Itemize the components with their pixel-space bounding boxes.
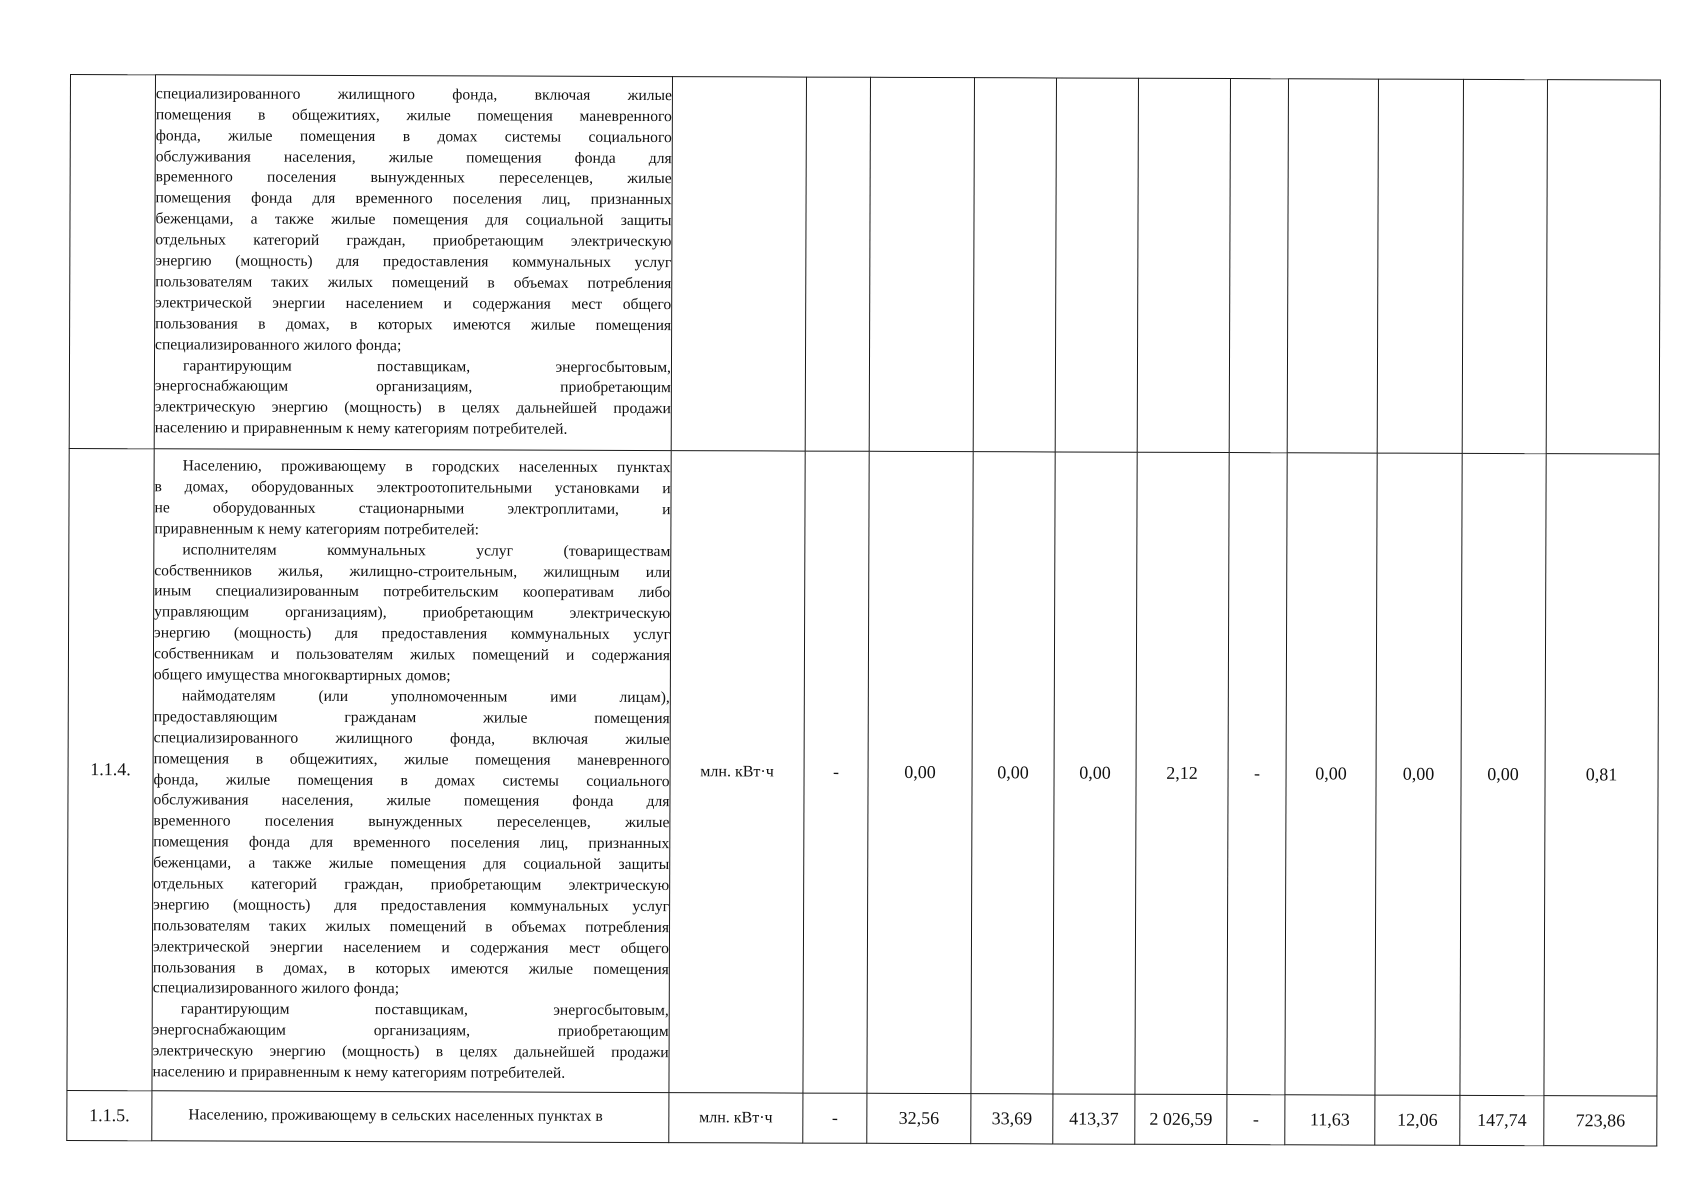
- value-cell: [1055, 78, 1138, 452]
- description-line: помещения фонда для временного поселения лиц, признанных: [155, 189, 672, 209]
- description-line: гарантирующим поставщикам, энергосбытовым,: [182, 356, 672, 376]
- value-cell: 0,00: [1053, 452, 1137, 1094]
- value-cell: 33,69: [971, 1094, 1053, 1144]
- value-cell: -: [1227, 1095, 1285, 1145]
- value-cell: 723,86: [1544, 1096, 1657, 1146]
- value-cell: [1462, 79, 1547, 453]
- description-line: помещения в общежитиях, жилые помещения маневренного: [155, 106, 672, 125]
- description-line: собственников жилья, жилищно-строительным, жилищным или: [154, 561, 671, 581]
- description-line: электрическую энергию (мощность) в целях дальнейшей продажи: [152, 1042, 669, 1062]
- description-line: обслуживания населения, жилые помещения фонда для: [155, 147, 672, 167]
- description-line: электрической энергии населением и содержания мест общего: [152, 937, 669, 957]
- table-body: [67, 75, 1661, 1147]
- description-line: временного поселения вынужденных переселенцев, жилые: [153, 812, 670, 832]
- value-cell: 0,00: [971, 452, 1055, 1094]
- description-line: беженцами, а также жилые помещения для социальной защиты: [153, 854, 670, 874]
- description-line: предоставляющим гражданам жилые помещения: [153, 708, 670, 727]
- value-cell: [805, 77, 870, 451]
- description-line: специализированного жилищного фонда, включая жилые: [153, 729, 670, 748]
- row-description: [154, 75, 672, 451]
- value-cell: [1229, 79, 1288, 453]
- description-line: энергоснабжающим организациям, приобретающим: [154, 377, 671, 397]
- row-number: 1.1.4.: [67, 448, 154, 1090]
- description-line: иным специализированным потребительским кооперативам либо: [154, 582, 671, 602]
- value-cell: [1546, 80, 1660, 454]
- value-cell: 147,74: [1460, 1095, 1544, 1145]
- description-line: беженцами, а также жилые помещения для социальной защиты: [155, 210, 672, 230]
- description-line: наймодателям (или уполномоченным ими лицам),: [181, 687, 670, 707]
- description-line: фонда, жилые помещения в домах системы социального: [153, 770, 670, 790]
- description-line: населению и приравненным к нему категориям потребителей.: [152, 1063, 566, 1082]
- value-cell: -: [803, 1093, 867, 1143]
- tariff-volume-table: [66, 74, 1661, 1147]
- row-description: [152, 449, 671, 1093]
- description-line: не оборудованных стационарными электроплитами, и: [154, 499, 671, 519]
- description-line: приравненным к нему категориям потребителей:: [154, 520, 480, 539]
- value-cell: 0,00: [1460, 453, 1546, 1095]
- description-line: энергию (мощность) для предоставления коммунальных услуг: [153, 896, 670, 915]
- unit-cell: млн. кВт·ч: [669, 1093, 803, 1143]
- description-line: пользователям таких жилых помещений в объемах потребления: [155, 273, 672, 293]
- value-cell: 0,00: [1285, 453, 1377, 1095]
- unit-cell: [671, 77, 806, 451]
- description-line: пользования в домах, в которых имеются жилые помещения: [152, 958, 669, 978]
- value-cell: 12,06: [1375, 1095, 1460, 1145]
- value-cell: 11,63: [1285, 1095, 1375, 1145]
- unit-cell: млн. кВт·ч: [669, 451, 805, 1093]
- description-line: обслуживания населения, жилые помещения фонда для: [153, 791, 670, 811]
- description-line: энергию (мощность) для предоставления коммунальных услуг: [154, 624, 671, 644]
- description-line: отдельных категорий граждан, приобретающим электрическую: [153, 875, 670, 895]
- value-cell: -: [1227, 453, 1287, 1095]
- description-line: специализированного жилого фонда;: [155, 335, 402, 354]
- table-row: [67, 448, 1659, 1096]
- description-line: помещения в общежитиях, жилые помещения маневренного: [153, 749, 670, 769]
- description-line: помещения фонда для временного поселения лиц, признанных: [153, 833, 670, 853]
- value-cell: [1377, 79, 1463, 453]
- description-line: управляющим организациям), приобретающим электрическую: [154, 603, 671, 623]
- description-line: Населению, проживающему в сельских населенных пунктах в: [188, 1106, 603, 1125]
- value-cell: 0,00: [867, 451, 973, 1093]
- description-line: в домах, оборудованных электроотопительными установками и: [154, 478, 671, 498]
- description-line: Населению, проживающему в городских населенных пунктах: [182, 457, 671, 477]
- description-line: пользователям таких жилых помещений в объемах потребления: [152, 917, 670, 936]
- description-line: энергоснабжающим организациям, приобретающим: [152, 1021, 669, 1041]
- value-cell: 0,00: [1375, 453, 1462, 1095]
- description-line: электрическую энергию (мощность) в целях дальнейшей продажи: [154, 398, 671, 418]
- value-cell: 0,81: [1544, 454, 1659, 1096]
- value-cell: [973, 78, 1056, 452]
- value-cell: 32,56: [867, 1093, 971, 1143]
- description-line: общего имущества многоквартирных домов;: [153, 666, 451, 685]
- table-row: [69, 75, 1660, 455]
- value-cell: [869, 77, 974, 451]
- description-line: отдельных категорий граждан, приобретающим электрическую: [155, 231, 672, 251]
- table-row: [67, 1090, 1657, 1146]
- description-line: гарантирующим поставщикам, энергосбытовым,: [180, 1000, 669, 1020]
- description-line: собственникам и пользователям жилых помещений и содержания: [153, 645, 671, 665]
- row-number: [69, 75, 155, 449]
- value-cell: [1287, 79, 1378, 453]
- description-line: пользования в домах, в которых имеются жилые помещения: [155, 315, 672, 334]
- description-line: исполнителям коммунальных услуг (товариществам: [182, 541, 671, 560]
- value-cell: 413,37: [1053, 1094, 1135, 1144]
- description-line: фонда, жилые помещения в домах системы социального: [155, 127, 672, 146]
- description-line: электрической энергии населением и содержания мест общего: [155, 294, 672, 313]
- value-cell: 2 026,59: [1135, 1094, 1227, 1144]
- value-cell: [1137, 78, 1230, 452]
- description-line: специализированного жилищного фонда, включая жилые: [155, 85, 672, 105]
- value-cell: -: [803, 451, 869, 1093]
- description-line: населению и приравненным к нему категориям потребителей.: [154, 419, 568, 438]
- description-line: энергию (мощность) для предоставления коммунальных услуг: [155, 252, 672, 272]
- row-number: 1.1.5.: [67, 1090, 152, 1140]
- row-description: [152, 1091, 669, 1143]
- description-line: специализированного жилого фонда;: [152, 979, 400, 998]
- description-line: временного поселения вынужденных переселенцев, жилые: [155, 168, 672, 188]
- value-cell: 2,12: [1135, 452, 1229, 1094]
